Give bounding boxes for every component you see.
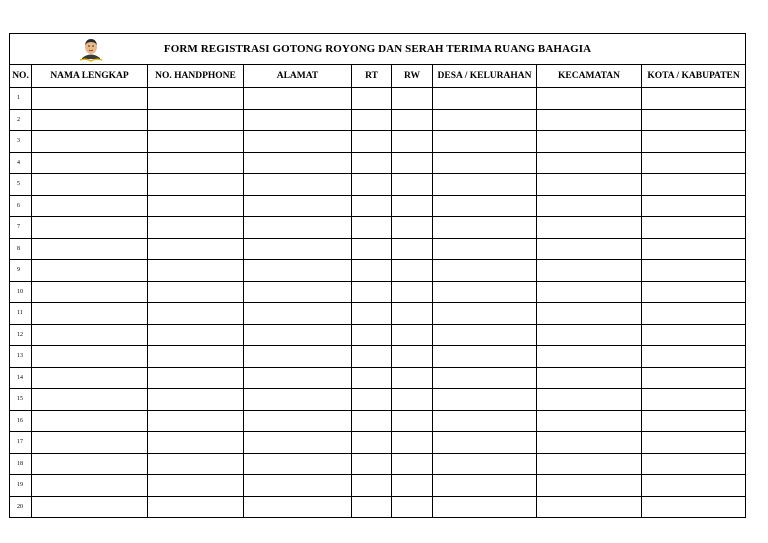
- title-cell: [10, 34, 746, 65]
- empty-entry-cell[interactable]: [352, 152, 392, 174]
- empty-entry-cell[interactable]: [148, 496, 244, 518]
- table-row: [10, 109, 746, 131]
- empty-entry-cell[interactable]: [433, 432, 537, 454]
- table-row: [10, 217, 746, 239]
- empty-entry-cell[interactable]: [148, 367, 244, 389]
- empty-entry-cell[interactable]: [392, 496, 433, 518]
- empty-entry-cell[interactable]: [244, 389, 352, 411]
- empty-entry-cell[interactable]: [352, 131, 392, 153]
- empty-entry-cell[interactable]: [32, 195, 148, 217]
- empty-entry-cell[interactable]: [244, 131, 352, 153]
- empty-entry-cell[interactable]: [244, 410, 352, 432]
- empty-entry-cell[interactable]: [244, 475, 352, 497]
- empty-entry-cell[interactable]: [244, 346, 352, 368]
- empty-entry-cell[interactable]: [433, 324, 537, 346]
- table-row: [10, 195, 746, 217]
- empty-entry-cell[interactable]: [433, 475, 537, 497]
- empty-entry-cell[interactable]: [352, 475, 392, 497]
- empty-entry-cell[interactable]: [642, 389, 746, 411]
- empty-entry-cell[interactable]: [392, 346, 433, 368]
- column-header-no: NO.: [10, 65, 32, 88]
- empty-entry-cell[interactable]: [32, 238, 148, 260]
- empty-entry-cell[interactable]: [352, 88, 392, 110]
- empty-entry-cell[interactable]: [642, 174, 746, 196]
- empty-entry-cell[interactable]: [392, 475, 433, 497]
- empty-entry-cell[interactable]: [148, 260, 244, 282]
- empty-entry-cell[interactable]: [642, 410, 746, 432]
- empty-entry-cell[interactable]: [32, 410, 148, 432]
- empty-entry-cell[interactable]: [352, 453, 392, 475]
- empty-entry-cell[interactable]: [32, 496, 148, 518]
- row-number: 20: [10, 496, 32, 518]
- empty-entry-cell[interactable]: [537, 131, 642, 153]
- table-row: [10, 131, 746, 153]
- empty-entry-cell[interactable]: [642, 432, 746, 454]
- row-number: 3: [10, 131, 32, 153]
- empty-entry-cell[interactable]: [244, 109, 352, 131]
- row-number: 4: [10, 152, 32, 174]
- empty-entry-cell[interactable]: [32, 217, 148, 239]
- empty-entry-cell[interactable]: [642, 88, 746, 110]
- row-number: 9: [10, 260, 32, 282]
- empty-entry-cell[interactable]: [148, 475, 244, 497]
- empty-entry-cell[interactable]: [244, 195, 352, 217]
- empty-entry-cell[interactable]: [148, 389, 244, 411]
- empty-entry-cell[interactable]: [642, 475, 746, 497]
- empty-entry-cell[interactable]: [32, 389, 148, 411]
- row-number: 2: [10, 109, 32, 131]
- empty-entry-cell[interactable]: [642, 281, 746, 303]
- row-number: 10: [10, 281, 32, 303]
- table-row: [10, 389, 746, 411]
- empty-entry-cell[interactable]: [642, 303, 746, 325]
- empty-entry-cell[interactable]: [537, 453, 642, 475]
- table-row: [10, 88, 746, 110]
- row-number: 5: [10, 174, 32, 196]
- table-row: [10, 152, 746, 174]
- empty-entry-cell[interactable]: [32, 303, 148, 325]
- empty-entry-cell[interactable]: [537, 432, 642, 454]
- empty-entry-cell[interactable]: [433, 152, 537, 174]
- empty-entry-cell[interactable]: [433, 410, 537, 432]
- empty-entry-cell[interactable]: [392, 389, 433, 411]
- empty-entry-cell[interactable]: [392, 281, 433, 303]
- table-row: [10, 346, 746, 368]
- empty-entry-cell[interactable]: [148, 238, 244, 260]
- empty-entry-cell[interactable]: [32, 281, 148, 303]
- empty-entry-cell[interactable]: [642, 367, 746, 389]
- empty-entry-cell[interactable]: [352, 174, 392, 196]
- empty-entry-cell[interactable]: [392, 217, 433, 239]
- row-number: 1: [10, 88, 32, 110]
- column-header-alamat: ALAMAT: [244, 65, 352, 88]
- empty-entry-cell[interactable]: [433, 217, 537, 239]
- empty-entry-cell[interactable]: [537, 496, 642, 518]
- empty-entry-cell[interactable]: [537, 217, 642, 239]
- empty-entry-cell[interactable]: [148, 453, 244, 475]
- row-number: 12: [10, 324, 32, 346]
- empty-entry-cell[interactable]: [433, 367, 537, 389]
- empty-entry-cell[interactable]: [537, 346, 642, 368]
- row-number: 6: [10, 195, 32, 217]
- empty-entry-cell[interactable]: [537, 303, 642, 325]
- empty-entry-cell[interactable]: [433, 281, 537, 303]
- row-number: 15: [10, 389, 32, 411]
- empty-entry-cell[interactable]: [352, 432, 392, 454]
- column-header-desa-kelurahan: DESA / KELURAHAN: [433, 65, 537, 88]
- empty-entry-cell[interactable]: [392, 238, 433, 260]
- empty-entry-cell[interactable]: [392, 88, 433, 110]
- empty-entry-cell[interactable]: [148, 174, 244, 196]
- column-header-kota-kabupaten: KOTA / KABUPATEN: [642, 65, 746, 88]
- row-number: 8: [10, 238, 32, 260]
- empty-entry-cell[interactable]: [433, 195, 537, 217]
- table-row: [10, 303, 746, 325]
- column-header-no-handphone: NO. HANDPHONE: [148, 65, 244, 88]
- empty-entry-cell[interactable]: [537, 281, 642, 303]
- empty-entry-cell[interactable]: [32, 88, 148, 110]
- empty-entry-cell[interactable]: [32, 324, 148, 346]
- empty-entry-cell[interactable]: [642, 195, 746, 217]
- empty-entry-cell[interactable]: [392, 367, 433, 389]
- empty-entry-cell[interactable]: [537, 195, 642, 217]
- empty-entry-cell[interactable]: [352, 217, 392, 239]
- empty-entry-cell[interactable]: [642, 131, 746, 153]
- table-row: [10, 260, 746, 282]
- column-header-rw: RW: [392, 65, 433, 88]
- empty-entry-cell[interactable]: [642, 260, 746, 282]
- empty-entry-cell[interactable]: [32, 475, 148, 497]
- empty-entry-cell[interactable]: [244, 496, 352, 518]
- empty-entry-cell[interactable]: [352, 346, 392, 368]
- empty-entry-cell[interactable]: [433, 496, 537, 518]
- empty-entry-cell[interactable]: [392, 152, 433, 174]
- empty-entry-cell[interactable]: [392, 324, 433, 346]
- empty-entry-cell[interactable]: [433, 238, 537, 260]
- empty-entry-cell[interactable]: [433, 453, 537, 475]
- row-number: 17: [10, 432, 32, 454]
- table-row: [10, 238, 746, 260]
- empty-entry-cell[interactable]: [642, 453, 746, 475]
- empty-entry-cell[interactable]: [392, 195, 433, 217]
- row-number: 18: [10, 453, 32, 475]
- empty-entry-cell[interactable]: [244, 432, 352, 454]
- empty-entry-cell[interactable]: [352, 410, 392, 432]
- empty-entry-cell[interactable]: [537, 174, 642, 196]
- empty-entry-cell[interactable]: [433, 346, 537, 368]
- empty-entry-cell[interactable]: [148, 131, 244, 153]
- header-row: [10, 65, 746, 88]
- empty-entry-cell[interactable]: [32, 174, 148, 196]
- empty-entry-cell[interactable]: [244, 281, 352, 303]
- empty-entry-cell[interactable]: [392, 432, 433, 454]
- empty-entry-cell[interactable]: [148, 88, 244, 110]
- table-row: [10, 496, 746, 518]
- person-portrait-logo-icon: [76, 36, 106, 64]
- table-row: [10, 453, 746, 475]
- empty-entry-cell[interactable]: [537, 367, 642, 389]
- title-row: [10, 34, 746, 65]
- empty-entry-cell[interactable]: [244, 174, 352, 196]
- empty-entry-cell[interactable]: [32, 131, 148, 153]
- table-row: [10, 324, 746, 346]
- empty-entry-cell[interactable]: [148, 217, 244, 239]
- table-row: [10, 174, 746, 196]
- empty-entry-cell[interactable]: [392, 303, 433, 325]
- empty-entry-cell[interactable]: [148, 410, 244, 432]
- empty-entry-cell[interactable]: [244, 152, 352, 174]
- row-number: 11: [10, 303, 32, 325]
- empty-entry-cell[interactable]: [433, 260, 537, 282]
- column-header-nama-lengkap: NAMA LENGKAP: [32, 65, 148, 88]
- empty-entry-cell[interactable]: [392, 260, 433, 282]
- empty-entry-cell[interactable]: [244, 303, 352, 325]
- table-row: [10, 410, 746, 432]
- empty-entry-cell[interactable]: [148, 281, 244, 303]
- row-number: 19: [10, 475, 32, 497]
- empty-entry-cell[interactable]: [352, 109, 392, 131]
- empty-entry-cell[interactable]: [642, 152, 746, 174]
- empty-entry-cell[interactable]: [433, 389, 537, 411]
- page-title: FORM REGISTRASI GOTONG ROYONG DAN SERAH TERIMA RUANG BAHAGIA: [163, 43, 592, 55]
- empty-entry-cell[interactable]: [642, 346, 746, 368]
- registration-table: [9, 33, 746, 518]
- empty-entry-cell[interactable]: [352, 303, 392, 325]
- row-number: 13: [10, 346, 32, 368]
- empty-entry-cell[interactable]: [352, 238, 392, 260]
- empty-entry-cell[interactable]: [537, 109, 642, 131]
- empty-entry-cell[interactable]: [642, 217, 746, 239]
- empty-entry-cell[interactable]: [537, 238, 642, 260]
- empty-entry-cell[interactable]: [352, 367, 392, 389]
- empty-entry-cell[interactable]: [148, 303, 244, 325]
- empty-entry-cell[interactable]: [537, 88, 642, 110]
- table-row: [10, 475, 746, 497]
- empty-entry-cell[interactable]: [642, 324, 746, 346]
- row-number: 7: [10, 217, 32, 239]
- empty-entry-cell[interactable]: [148, 195, 244, 217]
- empty-entry-cell[interactable]: [433, 303, 537, 325]
- empty-entry-cell[interactable]: [392, 453, 433, 475]
- empty-entry-cell[interactable]: [32, 260, 148, 282]
- empty-entry-cell[interactable]: [537, 389, 642, 411]
- empty-entry-cell[interactable]: [352, 389, 392, 411]
- empty-entry-cell[interactable]: [32, 109, 148, 131]
- empty-entry-cell[interactable]: [537, 152, 642, 174]
- empty-entry-cell[interactable]: [32, 432, 148, 454]
- empty-entry-cell[interactable]: [148, 432, 244, 454]
- empty-entry-cell[interactable]: [433, 109, 537, 131]
- empty-entry-cell[interactable]: [148, 324, 244, 346]
- empty-entry-cell[interactable]: [244, 453, 352, 475]
- empty-entry-cell[interactable]: [32, 152, 148, 174]
- registration-form: [9, 33, 745, 518]
- empty-entry-cell[interactable]: [244, 238, 352, 260]
- empty-entry-cell[interactable]: [148, 152, 244, 174]
- empty-entry-cell[interactable]: [148, 109, 244, 131]
- column-header-kecamatan: KECAMATAN: [537, 65, 642, 88]
- column-header-rt: RT: [352, 65, 392, 88]
- empty-entry-cell[interactable]: [148, 346, 244, 368]
- table-row: [10, 367, 746, 389]
- empty-entry-cell[interactable]: [244, 367, 352, 389]
- empty-entry-cell[interactable]: [642, 238, 746, 260]
- empty-entry-cell[interactable]: [32, 346, 148, 368]
- row-number: 14: [10, 367, 32, 389]
- empty-entry-cell[interactable]: [537, 260, 642, 282]
- empty-entry-cell[interactable]: [642, 496, 746, 518]
- empty-entry-cell[interactable]: [244, 324, 352, 346]
- empty-entry-cell[interactable]: [537, 324, 642, 346]
- empty-entry-cell[interactable]: [352, 195, 392, 217]
- empty-entry-cell[interactable]: [392, 174, 433, 196]
- empty-entry-cell[interactable]: [244, 260, 352, 282]
- empty-entry-cell[interactable]: [32, 453, 148, 475]
- empty-entry-cell[interactable]: [537, 410, 642, 432]
- table-row: [10, 281, 746, 303]
- empty-entry-cell[interactable]: [392, 131, 433, 153]
- empty-entry-cell[interactable]: [352, 281, 392, 303]
- empty-entry-cell[interactable]: [32, 367, 148, 389]
- empty-entry-cell[interactable]: [433, 88, 537, 110]
- row-number: 16: [10, 410, 32, 432]
- empty-entry-cell[interactable]: [352, 260, 392, 282]
- empty-entry-cell[interactable]: [537, 475, 642, 497]
- empty-entry-cell[interactable]: [433, 131, 537, 153]
- empty-entry-cell[interactable]: [352, 496, 392, 518]
- empty-entry-cell[interactable]: [352, 324, 392, 346]
- empty-entry-cell[interactable]: [642, 109, 746, 131]
- empty-entry-cell[interactable]: [244, 217, 352, 239]
- empty-entry-cell[interactable]: [392, 109, 433, 131]
- table-row: [10, 432, 746, 454]
- empty-entry-cell[interactable]: [433, 174, 537, 196]
- empty-entry-cell[interactable]: [392, 410, 433, 432]
- empty-entry-cell[interactable]: [244, 88, 352, 110]
